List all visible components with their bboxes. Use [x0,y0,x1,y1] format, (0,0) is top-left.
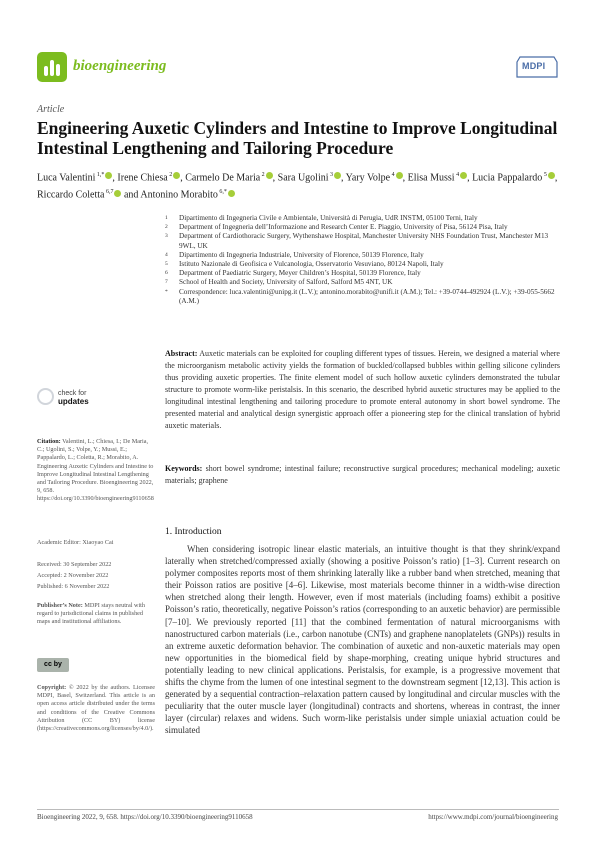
abstract-text: Auxetic materials can be exploited for coupling different types of tissues. Herein, we designed a material where the microorganism metabolic activity yields the formation of buckled/collapsed bubbles within gelling silicone cylinders thus providing auxetic properties. The finite element model of such hollow auxetic cylinders demonstrated the tubular structure to promote worm-like peristalsis. In this scenario, the described hybrid auxetic structures may be applied to the longitudinal intestinal lengthening and tailoring procedure to promote enteral autonomy in short bowel syndrome. The presented material and analytical design synergistic approach offer a pioneering step for the clinical translation of hybrid auxetic materials. [165,349,560,430]
affiliation-number: 6 [165,270,168,277]
keywords [165,463,560,487]
section-heading: 1. Introduction [165,527,222,537]
journal-logo-icon [37,52,67,82]
keywords-label: Keywords: [165,464,203,473]
orcid-icon[interactable] [173,172,180,179]
author-affiliation-marker: 4 [390,172,395,178]
author-affiliation-marker: 2 [167,172,173,178]
body-paragraph: When considering isotropic linear elastic materials, an intuitive thought is that they shrink/expand laterally when stretched/compressed axially (showing a positive Poisson’s ratio) [1–3]. Current research on polymer composites reports most of them shrinking laterally like a rubber band when stretched, meaning that their Poisson ratios are positive [4–6]. Likewise, most materials become thinner in a width-wise direction when stretched along their length. However, even if most materials (including foams) exhibit a positive Poisson’s ratio, theoretically, negative Poisson’s ratios (corresponding to an auxetic behavior) are permissible [7–10]. We previously reported [11] that the combined fermentation of natural microorganisms with nanostructured carbon materials (i.e., carbon nanotube (CNTs) and graphene nanoplatelets (GNPs)) results in an extreme auxetic deformation behavior. The combination of auxetic and non-auxetic materials may open new opportunities in the biomedical field by shape-morphing, creating unique hybrid structures and potentially leading to new clinical applications. Peristalsis, for example, is a progressive movement that shifts the chyme from the lumen of one intestinal segment to the downstream segment [12,13]. This action is generated by a sequential contraction–relaxation pattern caused by longitudinal and circular muscles with the peculiarity that the outer muscle layer (longitudinal) contracts and shortens, whereas in contrast, the inner layer (circular) relaxes and widens. Such worm-like peristalsis under simple uniaxial actuation could be simulated [165,544,560,736]
affiliation-item [165,214,565,223]
author-list: Luca Valentini $^{1,*}$ , Irene Chiesa $^2$ , Carmelo De Maria $^2$ , Sara Ugolini $^3$ , Yary Volpe $^4$ , Elisa Mussi $^4$ , Lucia Pappalardo $^5$ , Riccardo Coletta $^{6,7}$ and Antonino Morabito $^{6,*}$ [37,172,558,201]
article-type: Article [37,104,65,115]
orcid-icon[interactable] [105,172,112,179]
footer-citation: Bioengineering 2022, 9, 658. https://doi.org/10.3390/bioengineering9110658 [37,813,253,821]
citation-label: Citation: [37,438,61,445]
author-name[interactable]: Carmelo De Maria [185,172,261,184]
author-affiliation-marker: 2 [260,172,265,178]
orcid-icon[interactable] [334,172,341,179]
keywords-text: short bowel syndrome; intestinal failure; reconstructive surgical procedures; mechanical modeling; auxetic materials; graphene [165,464,560,485]
orcid-icon[interactable] [114,190,121,197]
affiliation-text: Dipartimento di Ingegneria Civile e Ambientale, Università di Perugia, UdR INSTM, 05100 Terni, Italy [179,214,478,222]
copyright [37,684,155,733]
affiliation-text: Department of Ingegneria dell’Informazione and Research Center E. Piaggio, University of Pisa, 56124 Pisa, Italy [179,223,508,232]
publisher-note [37,602,155,627]
copyright-label: Copyright: [37,684,67,691]
affiliation-number: 7 [165,279,168,286]
affiliation-text: Department of Paediatric Surgery, Meyer Children’s Hospital, 50139 Florence, Italy [179,269,421,278]
copyright-text: © 2022 by the authors. Licensee MDPI, Basel, Switzerland. This article is an open access article distributed under the terms and conditions of the Creative Commons Attribution (CC BY) license (https://creativecommons.org/licenses/by/4.0/). [37,684,155,733]
affiliation-item [165,251,565,260]
footer-divider [37,809,559,810]
affiliation-item [165,278,565,287]
author-affiliation-marker: 1,* [95,172,105,178]
affiliation-number: 1 [165,215,168,221]
affiliation-text: Correspondence: luca.valentini@unipg.it (L.V.); antonino.morabito@unifi.it (A.M.); Tel.: +39-0744-492924 (L.V.); +39-055-5662 (A.M.) [179,287,555,305]
author-name[interactable]: Riccardo Coletta [37,189,105,201]
affiliation-item [165,232,565,250]
author-affiliation-marker: 6,* [217,189,227,196]
footer-journal-link[interactable]: https://www.mdpi.com/journal/bioengineering [428,813,558,821]
accepted-date: Accepted: 2 November 2022 [37,572,109,579]
check-updates-line1: check for [58,390,87,397]
affiliation-number: 2 [165,224,168,231]
affiliation-number: 4 [165,251,168,258]
orcid-icon[interactable] [228,190,235,197]
author-affiliation-marker: 5 [542,172,547,178]
orcid-icon[interactable] [548,172,555,179]
orcid-icon[interactable] [460,172,467,179]
author-name[interactable]: Luca Valentini [37,172,96,184]
published-date: Published: 6 November 2022 [37,583,110,590]
check-updates-line2: updates [58,397,89,406]
orcid-icon[interactable] [266,172,273,179]
affiliation-number: * [165,288,168,295]
affiliation-text: School of Health and Society, University of Salford, Salford M5 4NT, UK [179,278,393,287]
affiliation-item [165,260,565,269]
affiliation-number: 3 [165,233,168,240]
publisher-note-text: MDPI stays neutral with regard to jurisdictional claims in published maps and institutional affiliations. [37,602,145,626]
affiliation-item [165,288,565,306]
academic-editor: Academic Editor: Xiaoyao Cai [37,539,114,546]
cc-by-license-icon[interactable]: cc by [37,658,69,672]
author-name[interactable]: Lucia Pappalardo [472,172,543,184]
affiliations [165,214,565,306]
affiliation-text: Dipartimento di Ingegneria Industriale, University of Florence, 50139 Florence, Italy [179,250,424,259]
mdpi-logo-text: MDPI [522,61,546,71]
author-affiliation-marker: 4 [454,172,460,178]
publisher-note-label: Publisher’s Note: [37,602,83,609]
author-name[interactable]: Irene Chiesa [117,172,168,184]
check-for-updates-button[interactable] [37,388,97,418]
abstract [165,348,560,432]
journal-name[interactable]: bioengineering [73,58,167,74]
affiliation-number: 5 [165,261,168,268]
affiliation-text: Istituto Nazionale di Geofisica e Vulcanologia, Osservatorio Vesuviano, 80124 Napoli, Italy [179,260,444,269]
author-name[interactable]: Sara Ugolini [277,172,329,184]
received-date: Received: 30 September 2022 [37,561,112,568]
orcid-icon[interactable] [396,172,403,179]
affiliation-item [165,269,565,278]
affiliation-item [165,223,565,232]
affiliation-text: Department of Cardiothoracic Surgery, Wythenshawe Hospital, Manchester University NHS Foundation Trust, Manchester M13 9WL, UK [179,232,549,250]
author-affiliation-marker: 6,7 [104,189,114,196]
article-title: Engineering Auxetic Cylinders and Intestine to Improve Longitudinal Intestinal Lengthening and Tailoring Procedure [37,118,558,158]
author-name[interactable]: Antonino Morabito [140,189,218,201]
author-affiliation-marker: 3 [328,172,333,178]
abstract-label: Abstract: [165,349,198,358]
check-updates-icon [37,388,54,405]
mdpi-logo-icon[interactable] [516,56,558,78]
citation [37,438,155,504]
citation-text[interactable]: Valentini, L.; Chiesa, I.; De Maria, C.; Ugolini, S.; Volpe, Y.; Mussi, E.; Pappalardo, L.; Coletta, R.; Morabito, A. Engineering Auxetic Cylinders and Intestine to Improve Longitudinal Intestinal Lengthening and Tailoring Procedure. Bioengineering 2022, 9, 658. https://doi.org/10.3390/bioengineering9110658 [37,438,154,503]
author-name[interactable]: Elisa Mussi [407,172,455,184]
author-name[interactable]: Yary Volpe [345,172,391,184]
